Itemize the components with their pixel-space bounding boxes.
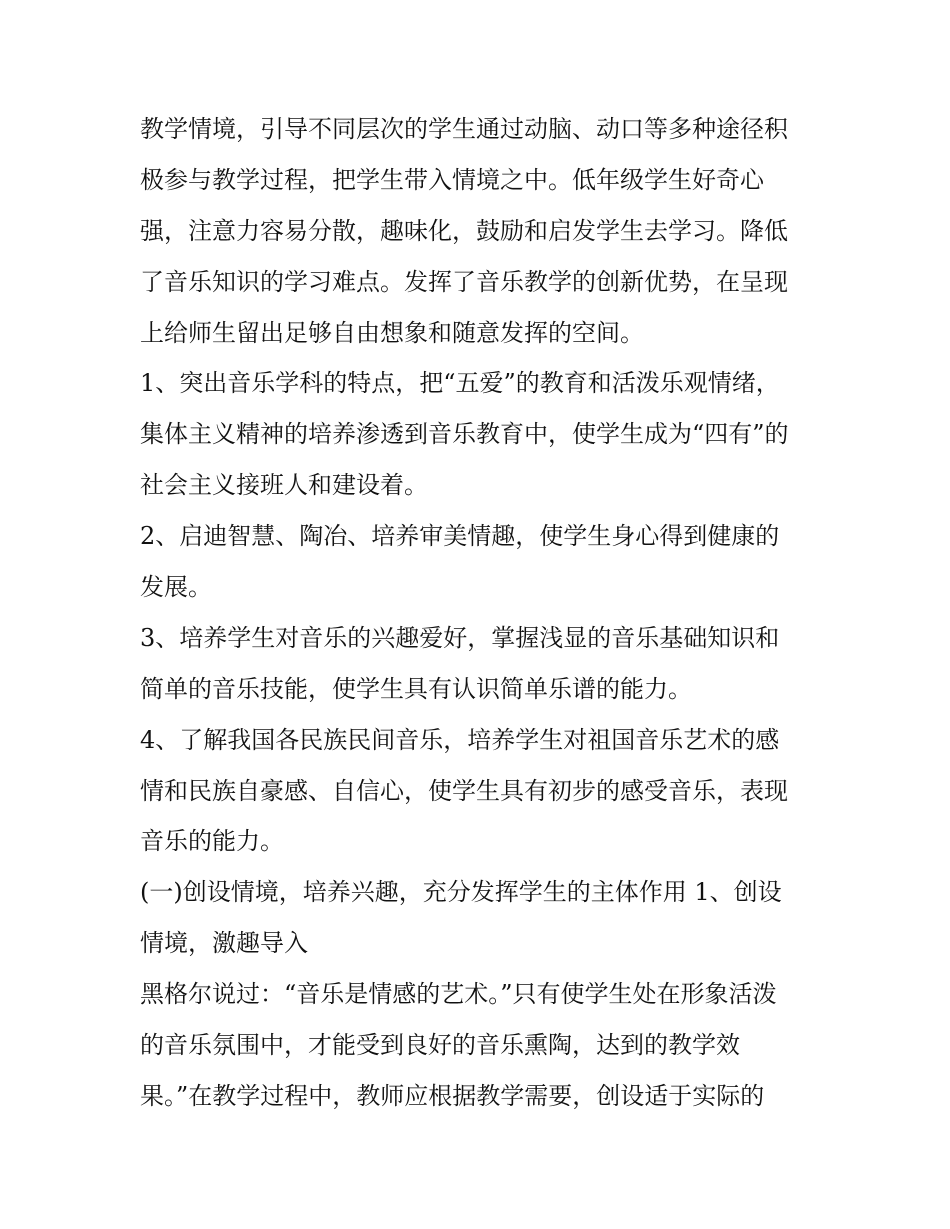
document-body [140,104,820,1122]
text-line: 1、突出音乐学科的特点，把“五爱”的教育和活泼乐观情绪， [140,369,780,398]
text-line: 2、启迪智慧、陶冶、培养审美情趣，使学生身心得到健康的 [140,522,780,551]
text-line: 上给师生留出足够自由想象和随意发挥的空间。 [140,318,644,347]
text-line: 发展。 [140,573,212,602]
text-line: 了音乐知识的学习难点。发挥了音乐教学的创新优势，在呈现 [140,267,788,296]
text-line: 黑格尔说过：“音乐是情感的艺术。”只有使学生处在形象活泼 [140,980,777,1009]
text-line: 情和民族自豪感、自信心，使学生具有初步的感受音乐，表现 [140,776,788,805]
text-line: 4、了解我国各民族民间音乐，培养学生对祖国音乐艺术的感 [140,725,780,754]
text-line: 简单的音乐技能，使学生具有认识简单乐谱的能力。 [140,674,692,703]
text-line: 情境，激趣导入 [140,929,308,958]
text-line: 集体主义精神的培养渗透到音乐教育中，使学生成为“四有”的 [140,420,789,449]
text-line: 的音乐氛围中，才能受到良好的音乐熏陶，达到的教学效 [140,1031,740,1060]
text-line: 强，注意力容易分散，趣味化，鼓励和启发学生去学习。降低 [140,216,788,245]
text-line: 教学情境，引导不同层次的学生通过动脑、动口等多种途径积 [140,115,788,143]
text-line: 音乐的能力。 [140,827,284,856]
text-line: 社会主义接班人和建设着。 [140,471,428,500]
text-line: 果。”在教学过程中，教师应根据教学需要，创设适于实际的 [140,1081,765,1110]
text-line: (一)创设情境，培养兴趣，充分发挥学生的主体作用 1、创设 [140,878,782,907]
text-line: 3、培养学生对音乐的兴趣爱好，掌握浅显的音乐基础知识和 [140,623,780,652]
text-line: 极参与教学过程，把学生带入情境之中。低年级学生好奇心 [140,165,764,194]
